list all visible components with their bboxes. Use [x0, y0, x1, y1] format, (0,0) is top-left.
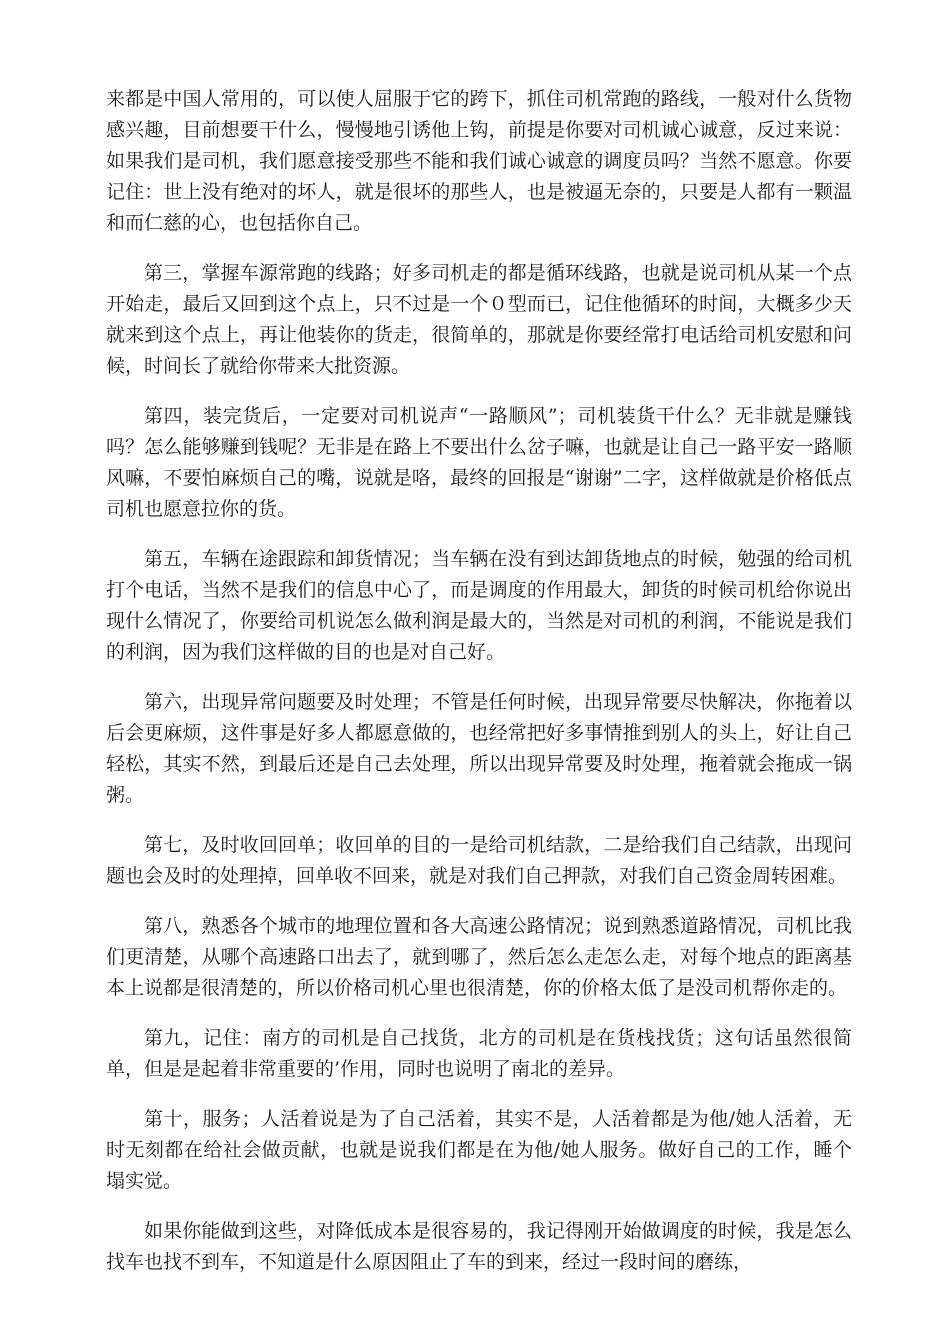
document-body	[106, 84, 852, 1297]
paragraph-point-8: 第八，熟悉各个城市的地理位置和各大高速公路情况；说到熟悉道路情况，司机比我们更清楚，从哪个高速路口出去了，就到哪了，然后怎么走怎么走，对每个地点的距离基本上说都是很清楚的，所以价格司机心里也很清楚，你的价格太低了是没司机帮你走的。	[106, 915, 852, 999]
paragraph-point-6: 第六，出现异常问题要及时处理；不管是任何时候，出现异常要尽快解决，你拖着以后会更麻烦，这件事是好多人都愿意做的，也经常把好多事情推到别人的头上，好让自己轻松，其实不然，到最后还是自己去处理，所以出现异常要及时处理，拖着就会拖成一锅粥。	[106, 691, 852, 806]
paragraph-closing: 如果你能做到这些，对降低成本是很容易的，我记得刚开始做调度的时候，我是怎么找车也找不到车，不知道是什么原因阻止了车的到来，经过一段时间的磨练，	[106, 1220, 852, 1273]
paragraph-point-4: 第四，装完货后，一定要对司机说声“一路顺风”；司机装货干什么？无非就是赚钱吗？怎么能够赚到钱呢？无非是在路上不要出什么岔子嘛，也就是让自己一路平安一路顺风嘛，不要怕麻烦自己的嘴，说就是咯，最终的回报是“谢谢”二字，这样做就是价格低点司机也愿意拉你的货。	[106, 405, 852, 520]
paragraph-continuation: 来都是中国人常用的，可以使人屈服于它的跨下，抓住司机常跑的路线，一般对什么货物感兴趣，目前想要干什么，慢慢地引诱他上钩，前提是你要对司机诚心诚意，反过来说：如果我们是司机，我们愿意接受那些不能和我们诚心诚意的调度员吗？当然不愿意。你要记住：世上没有绝对的坏人，就是很坏的那些人，也是被逼无奈的，只要是人都有一颗温和而仁慈的心，也包括你自己。	[106, 88, 852, 234]
paragraph-point-3: 第三，掌握车源常跑的线路；好多司机走的都是循环线路，也就是说司机从某一个点开始走，最后又回到这个点上，只不过是一个０型而已，记住他循环的时间，大概多少天就来到这个点上，再让他装你的货走，很简单的，那就是你要经常打电话给司机安慰和问候，时间长了就给你带来大批资源。	[106, 262, 852, 377]
paragraph-point-5: 第五，车辆在途跟踪和卸货情况；当车辆在没有到达卸货地点的时候，勉强的给司机打个电话，当然不是我们的信息中心了，而是调度的作用最大，卸货的时候司机给你说出现什么情况了，你要给司机说怎么做利润是最大的，当然是对司机的利润，不能说是我们的利润，因为我们这样做的目的也是对自己好。	[106, 548, 852, 663]
paragraph-point-7: 第七，及时收回回单；收回单的目的一是给司机结款，二是给我们自己结款，出现问题也会及时的处理掉，回单收不回来，就是对我们自己押款，对我们自己资金周转困难。	[106, 834, 852, 887]
paragraph-point-10: 第十，服务；人活着说是为了自己活着，其实不是，人活着都是为他/她人活着，无时无刻都在给社会做贡献，也就是说我们都是在为他/她人服务。做好自己的工作，睡个塌实觉。	[106, 1108, 852, 1192]
paragraph-point-9: 第九，记住：南方的司机是自己找货，北方的司机是在货栈找货；这句话虽然很简单，但是是起着非常重要的’作用，同时也说明了南北的差异。	[106, 1027, 852, 1080]
